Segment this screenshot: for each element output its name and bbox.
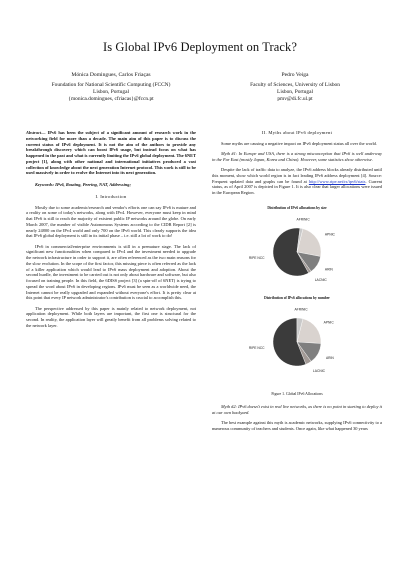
- abstract-text: IPv6 has been the subject of a significant amount of research work in the networking field for more than a decade. The main aim of this paper is to discuss the current status of IPv6 deployment. It is not the aim of the authors to provide any breakthrough discovery which can boost IPv6 usage, but instead focus on what has happened in the past and what is currently limiting the IPv6 global deployment. The 6NET project [1], along with other national and international initiatives produced a vast collection of knowledge about the next generation Internet protocol. This work is still to be used massively in order to evolve the Internet into its next generation.: [26, 130, 196, 176]
- left-column: [26, 130, 196, 333]
- figure-caption: Figure 1. Global IPv6 Allocations: [271, 392, 323, 397]
- pie-label-arin: ARIN: [325, 356, 334, 361]
- author-block-right: [210, 72, 380, 103]
- pie-label-afrinic: AFRINIC: [294, 307, 308, 312]
- author-city-right: Lisbon, Portugal: [277, 89, 313, 95]
- pie-label-ripe-ncc: RIPE NCC: [248, 346, 265, 351]
- pie-label-apnic: APNIC: [323, 320, 334, 325]
- author-city-left: Lisbon, Portugal: [93, 89, 129, 95]
- author-email-right: pmv@di.fc.ul.pt: [277, 96, 313, 102]
- pie-label-ripe-ncc: RIPE NCC: [248, 256, 265, 261]
- myths-paragraph-3: The best example against this myth is academic networks, supplying IPv6 connectivity to a numerous community of teachers and students. Once again, like what happened 30 years: [212, 420, 382, 431]
- intro-paragraph-2: IPv6 in commercial/enterprise environments is still in a premature stage. The lack of significant new functionalities when compared to IPv4 and the investment needed to upgrade the network infrastructure in order to support it, are often referenced as the two main reasons for the slow evolution. In the scope of the first factor, this missing piece is often referred as the lack of a killer application which would lead to IPv6 mass deployment and adoption. About the second hurdle, the investment to be carried out is not only about hardware and software, but also focused on training people. In this field, the 6DISS project [3] (a spin-off of 6NET) is trying to spread the word about IPv6 in developing regions. IPv6 must be seen as a worldwide need, the Internet cannot be really upgraded and expanded without everyone's effort. It is pretty clear at this point that every IP network administrator's contribution is crucial to accomplish this.: [26, 243, 196, 301]
- myths-paragraph-2-a: Despite the lack of traffic data to analyze, the IPv6 address blocks already distributed until this moment, show which world region is in fact leading IPv6 address deployment [4]. Source: Frequent updated data and graphs can be found at: [212, 167, 382, 184]
- intro-paragraph-3: The perspective addressed by this paper is mainly related to network deployment, not application deployment. While both layers are important, the first one is structural for the second. In reality, the application layer will greatly benefit from all problems solving related to the network layer.: [26, 305, 196, 328]
- myths-paragraph-2: [212, 167, 382, 196]
- section-heading-intro: I. Introduction: [95, 193, 127, 199]
- myth-2: Myth #2: IPv6 doesn't exist in real live networks, as there is no point in starting to deploy it at our own backyard.: [212, 404, 382, 415]
- author-affiliation-right: Faculty of Sciences, University of Lisbon: [250, 82, 340, 88]
- right-column: [212, 130, 382, 436]
- author-names-right: Pedro Veiga: [281, 72, 309, 78]
- author-names-left: Mónica Domingues, Carlos Friaças: [71, 72, 151, 78]
- author-block-left: [26, 72, 196, 103]
- myths-paragraph-2-b: . Current status, as of April 2007 is depicted in Figure 1. It is also clear that larger allocations were issued in the European Region.: [212, 178, 382, 195]
- figure-1: [212, 200, 382, 388]
- paper-title: Is Global IPv6 Deployment on Track?: [102, 40, 298, 54]
- abstract-label: Abstract—: [26, 130, 46, 135]
- pie-label-lacnic: LACNIC: [312, 369, 326, 374]
- author-email-left: {monica.domingues, cfriacas}@fccn.pt: [68, 96, 154, 102]
- chart-1-title: Distribution of IPv6 allocations by size: [267, 206, 327, 211]
- intro-paragraph-1: Mostly due to some academic/research and vendor's efforts one can say IPv6 is mature and a reality on some of today's networks, along with IPv4. However, everyone must keep in mind that IPv6 is still to reach the majority of existent public IP networks around the globe. On early March 2007, the number of visible Autonomous Systems according to the CIDR Report [2] is nearly 24800 on the IPv4 world and only 700 on the IPv6 world. This clearly supports the idea that IPv6 global deployment is still in its initial phase – i.e. still a lot of work to do!: [26, 204, 196, 239]
- chart-2-title: Distribution of IPv6 allocations by number: [264, 296, 330, 301]
- myths-paragraph-1: Some myths are causing a negative impact on IPv6 deployment status all over the world.: [221, 140, 377, 146]
- pie-label-lacnic: LACNIC: [314, 278, 327, 283]
- abstract: [26, 130, 196, 176]
- pie-label-apnic: APNIC: [324, 232, 335, 237]
- keywords: Keywords: IPv6, Routing, Peering, NAT, Addressing;: [35, 182, 131, 187]
- author-affiliation-left: Foundation for National Scientific Computing (FCCN): [51, 82, 171, 88]
- section-heading-myths: II. Myths about IPv6 deployment: [261, 130, 333, 135]
- pie-chart-by-number: [212, 302, 382, 382]
- pie-label-arin: ARIN: [324, 267, 333, 272]
- pie-chart-by-size: [212, 212, 382, 292]
- myth-1: Myth #1: In Europe and USA, there is a strong misconception that IPv6 is well underway in the Far East (mostly Japan, Korea and China). However, some statistics show otherwise.: [212, 151, 382, 162]
- ripe-stats-link[interactable]: http://www.ripe.net/rs/ipv6/stats: [308, 178, 366, 184]
- pie-label-afrinic: AFRINIC: [296, 217, 310, 222]
